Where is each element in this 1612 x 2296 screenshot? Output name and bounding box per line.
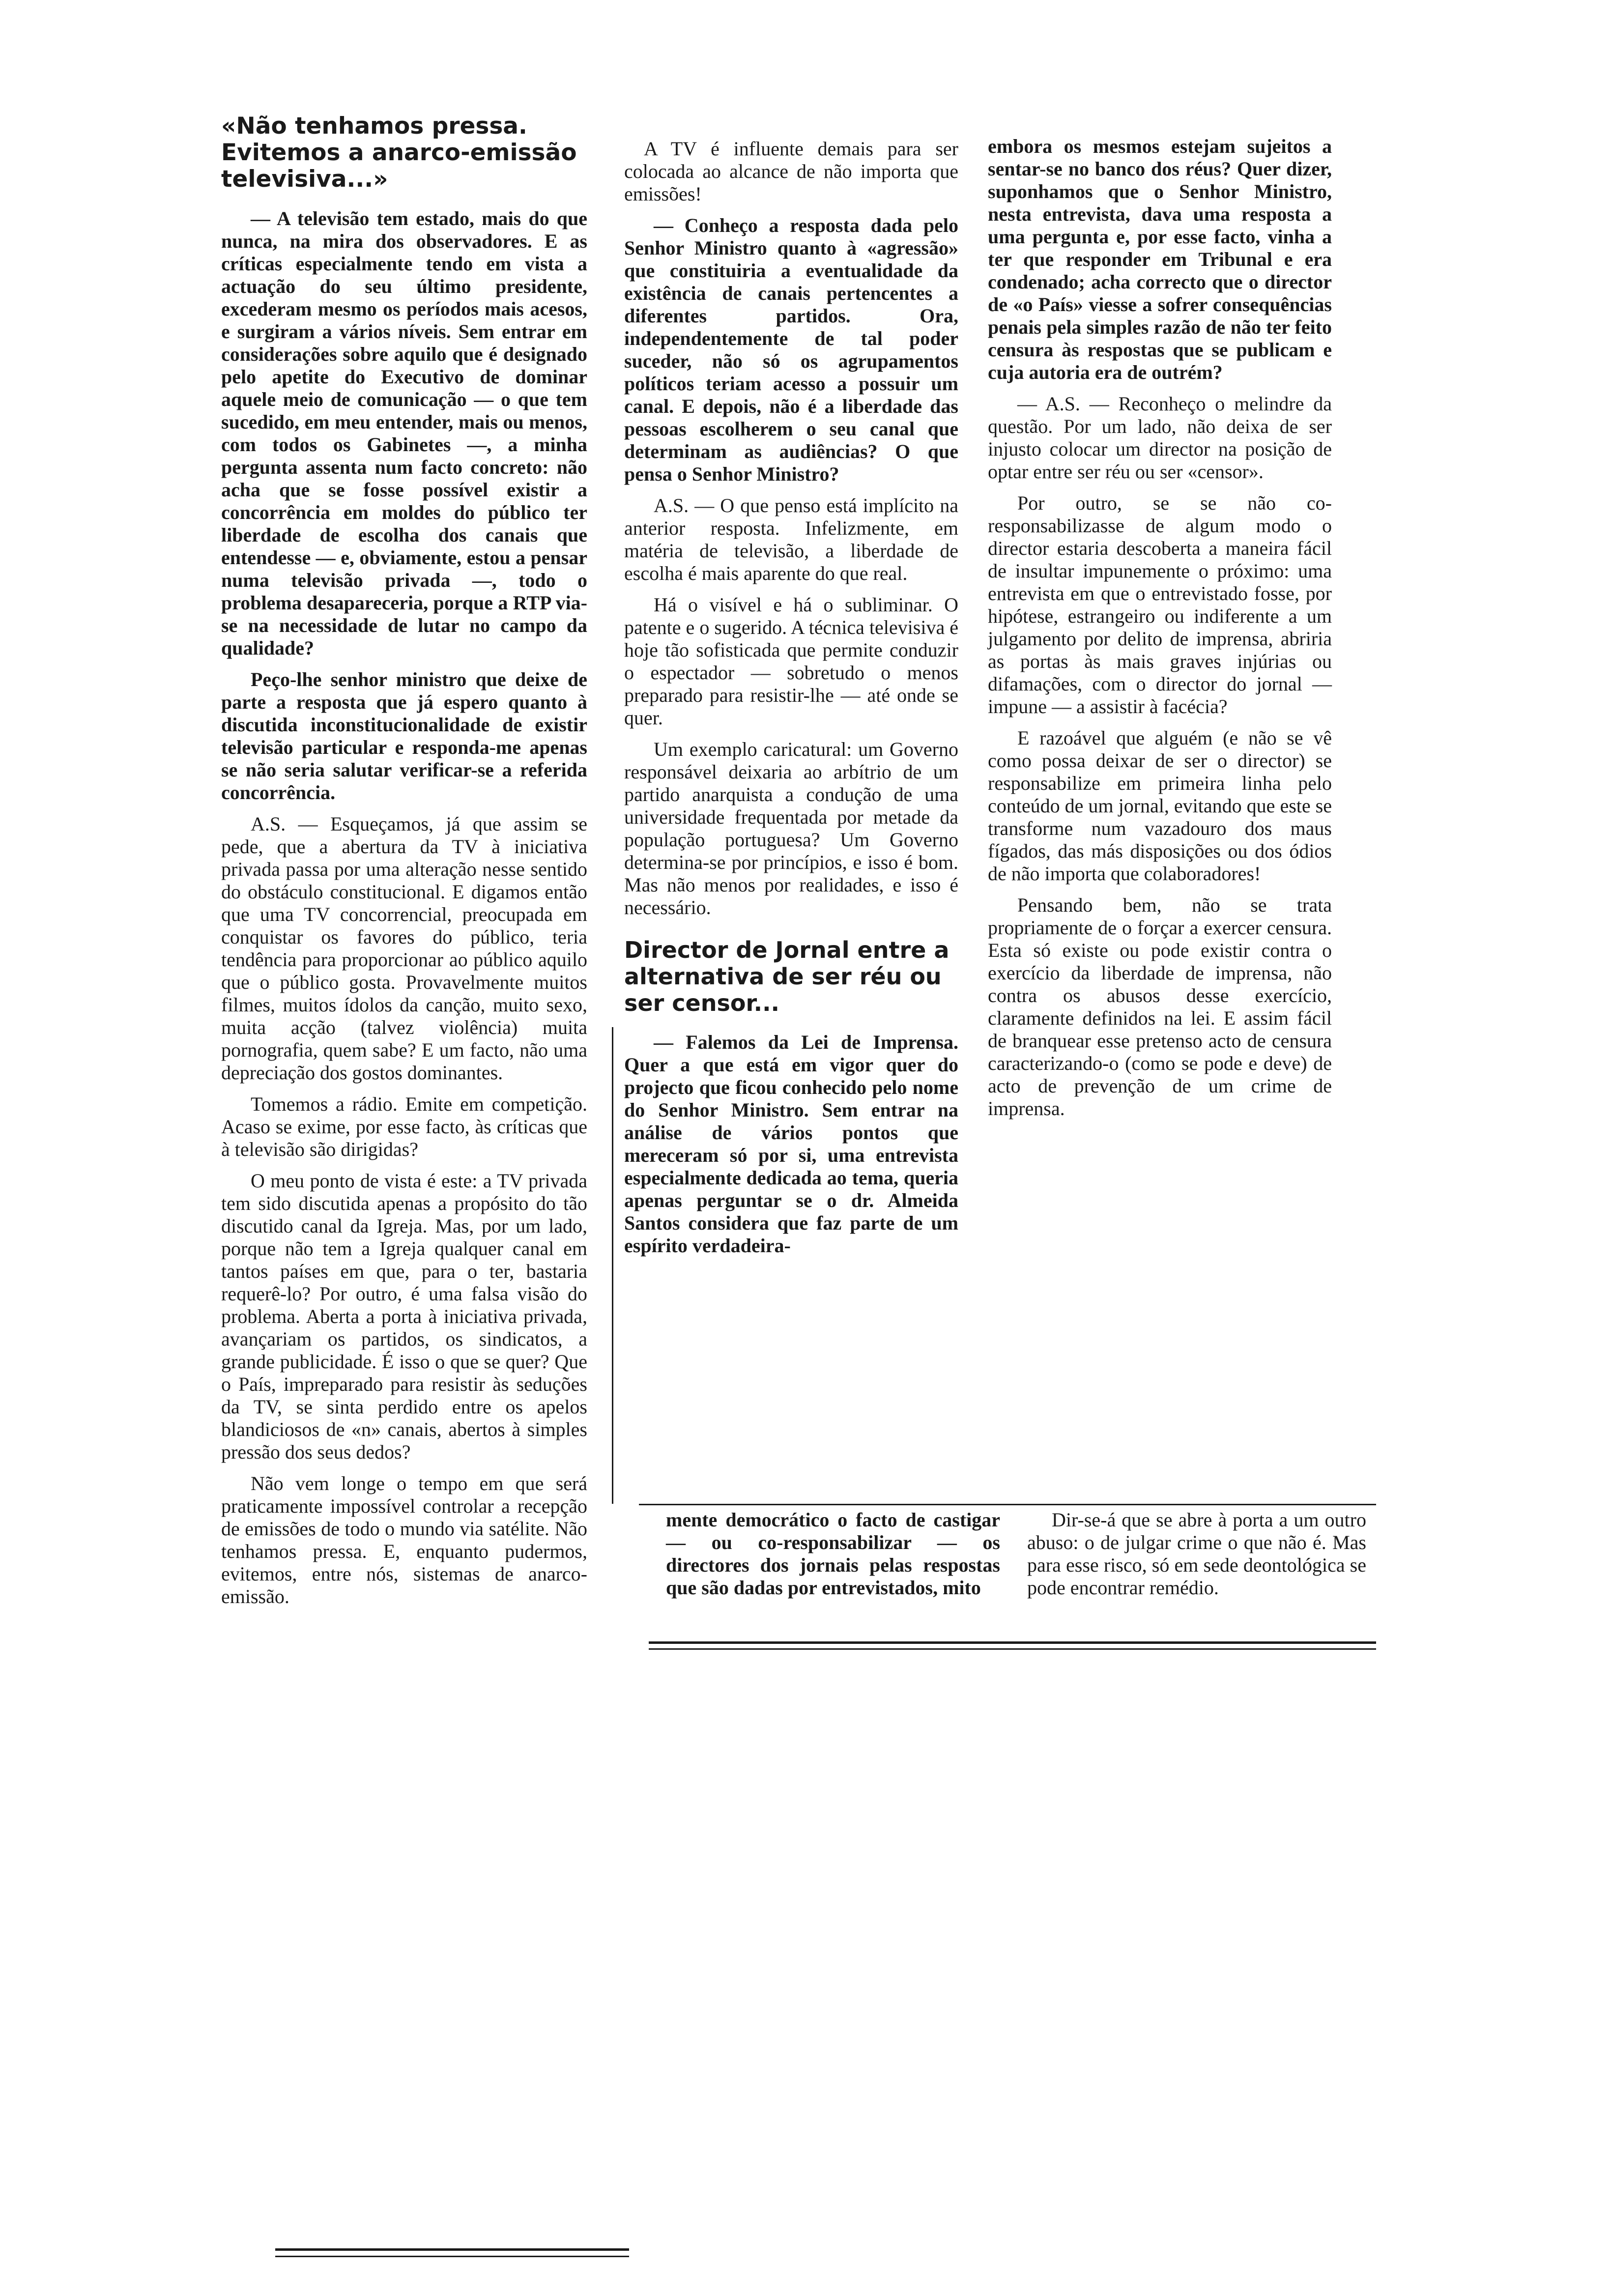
body-paragraph: O meu ponto de vista é este: a TV privada tem sido discutida apenas a propósito do tão discutido canal da Igreja. Mas, por um lado, porque não tem a Igreja qualquer canal em tantos países em que, para o ter, bastaria requerê-lo? Por outro, é uma falsa visão do problema. Aberta a porta à iniciativa privada, avançariam os partidos, os sindicatos, a grande publicidade. É isso o que se quer? Que o País, impreparado para resistir às seduções da TV, se sinta perdido entre os apelos blandiciosos de «n» canais, abertos à simples pressão dos seus dedos? — [221, 1170, 587, 1463]
question-paragraph: Peço-lhe senhor ministro que deixe de parte a resposta que já espero quanto à discutida inconstitucionalidade de existir televisão particular e responda-me apenas se não seria salutar verificar-se a referida concorrência. — [221, 668, 587, 804]
section-heading-2: Director de Jornal entre a alternativa de ser réu ou ser censor... — [624, 937, 950, 1016]
body-paragraph: Por outro, se se não co-responsabilizasse de algum modo o director estaria descoberta a maneira fácil de insultar impunemente o próximo: uma entrevista em que o entrevistado fosse, por hipótese, estrangeiro ou indiferente a um julgamento por delito de imprensa, abriria as portas às mais graves injúrias ou difamações, com o director do jornal — impune — a assistir à facécia? — [988, 492, 1332, 718]
column-divider — [612, 1027, 613, 1504]
body-paragraph: Tomemos a rádio. Emite em competição. Acaso se exime, por esse facto, às críticas que à televisão são dirigidas? — [221, 1093, 587, 1160]
section-heading-1: «Não tenhamos pressa. Evitemos a anarco-emissão televisiva...» — [221, 113, 577, 193]
body-paragraph: Há o visível e há o subliminar. O patente e o sugerido. A técnica televisiva é hoje tão sofisticada que permite conduzir o espectador — sobretudo o menos preparado para resistir-lhe — até onde se quer. — [624, 594, 958, 729]
question-paragraph: mente democrático o facto de castigar — ou co-responsabilizar — os directores dos jornais pelas respostas que são dadas por entrevistados, mito — [666, 1509, 1000, 1599]
body-paragraph: Um exemplo caricatural: um Governo responsável deixaria ao arbítrio de um partido anarquista a condução de uma universidade frequentada por metade da população portuguesa? Um Governo determina-se por princípios, e isso é bom. Mas não menos por realidades, e isso é necessário. — [624, 738, 958, 918]
question-paragraph: — Falemos da Lei de Imprensa. Quer a que está em vigor quer do projecto que ficou conhecido pelo nome do Senhor Ministro. Sem entrar na análise de vários pontos que mereceram só por si, uma entrevista especialmente dedicada ao tema, queria apenas perguntar se o dr. Almeida Santos considera que faz parte de um espírito verdadeira- — [624, 1031, 958, 1257]
question-paragraph: — A televisão tem estado, mais do que nunca, na mira dos observadores. E as críticas especialmente tendo em vista a actuação do seu último presidente, excederam mesmo os períodos mais acesos, e surgiram a vários níveis. Sem entrar em considerações sobre aquilo que é designado pelo apetite do Executivo de dominar aquele meio de comunicação — o que tem sucedido, em meu entender, mais ou menos, com todos os Gabinetes —, a minha pergunta assenta num facto concreto: não acha que se fosse possível existir a concorrência em moldes do público ter liberdade de escolha dos canais que entendesse — e, obviamente, estou a pensar numa televisão privada —, todo o problema desapareceria, porque a RTP via-se na necessidade de lutar no campo da qualidade? — [221, 207, 587, 659]
bottom-strip-rule-2 — [649, 1648, 1376, 1650]
bottom-left-column — [666, 1509, 1000, 1608]
column-1 — [221, 113, 587, 1617]
bottom-strip-rule — [649, 1641, 1376, 1644]
body-paragraph: E razoável que alguém (e não se vê como possa deixar de ser o director) se responsabilize em primeira linha pelo conteúdo de um jornal, evitando que este se transforme num vazadouro dos maus fígados, das más disposições ou dos ódios de não importa que colaboradores! — [988, 727, 1332, 885]
column-2 — [624, 138, 958, 1266]
body-paragraph: Dir-se-á que se abre à porta a um outro abuso: o de julgar crime o que não é. Mas para esse risco, só em sede deontológica se pode encontrar remédio. — [1027, 1509, 1366, 1599]
body-paragraph: Pensando bem, não se trata propriamente de o forçar a exercer censura. Esta só existe ou pode existir contra o exercício da liberdade de imprensa, não contra os abusos desse exercício, claramente definidos na lei. E assim fácil de branquear esse pretenso acto de censura caracterizando-o (como se pode e deve) de acto de prevenção de um crime de imprensa. — [988, 894, 1332, 1119]
body-paragraph: Não vem longe o tempo em que será praticamente impossível controlar a recepção de emissões de todo o mundo via satélite. Não tenhamos pressa. E, enquanto pudermos, evitemos, entre nós, sistemas de anarco-emissão. — [221, 1472, 587, 1607]
bottom-right-column — [1027, 1509, 1366, 1608]
answer-paragraph: — A.S. — Reconheço o melindre da questão. Por um lado, não deixa de ser injusto colocar um director na posição de optar entre ser réu ou ser «censor». — [988, 393, 1332, 483]
question-paragraph: — Conheço a resposta dada pelo Senhor Ministro quanto à «agressão» que constituiria a eventualidade da existência de canais pertencentes a diferentes partidos. Ora, independentemente de tal poder suceder, não só os agrupamentos políticos teriam acesso a possuir um canal. E depois, não é a liberdade das pessoas escolherem o seu canal que determinam as audiências? O que pensa o Senhor Ministro? — [624, 214, 958, 485]
answer-paragraph: A.S. — O que penso está implícito na anterior resposta. Infelizmente, em matéria de televisão, a liberdade de escolha é mais aparente do que real. — [624, 494, 958, 584]
bottom-strip-top-rule — [639, 1504, 1376, 1505]
question-paragraph: embora os mesmos estejam sujeitos a sentar-se no banco dos réus? Quer dizer, suponhamos que o Senhor Ministro, nesta entrevista, dava uma resposta a uma pergunta e, por esse facto, vinha a ter que responder em Tribunal e era condenado; acha correcto que o director de «o País» viesse a sofrer consequências penais pela simples razão de não ter feito censura às respostas que se publicam e cuja autoria era de outrém? — [988, 135, 1332, 383]
column-3 — [988, 135, 1332, 1129]
body-paragraph: A TV é influente demais para ser colocada ao alcance de não importa que emissões! — [624, 138, 958, 205]
column-1-end-rule-2 — [275, 2256, 629, 2257]
answer-paragraph: A.S. — Esqueçamos, já que assim se pede, que a abertura da TV à iniciativa privada passa por uma alteração nesse sentido do obstáculo constitucional. E digamos então que uma TV concorrencial, preocupada em conquistar os favores do público, teria tendência para proporcionar ao público aquilo que o público gosta. Provavelmente muitos filmes, muitos ídolos da canção, muito sexo, muita acção (talvez violência) muita pornografia, quem sabe? E um facto, não uma depreciação dos gostos dominantes. — [221, 813, 587, 1084]
column-1-end-rule — [275, 2248, 629, 2251]
